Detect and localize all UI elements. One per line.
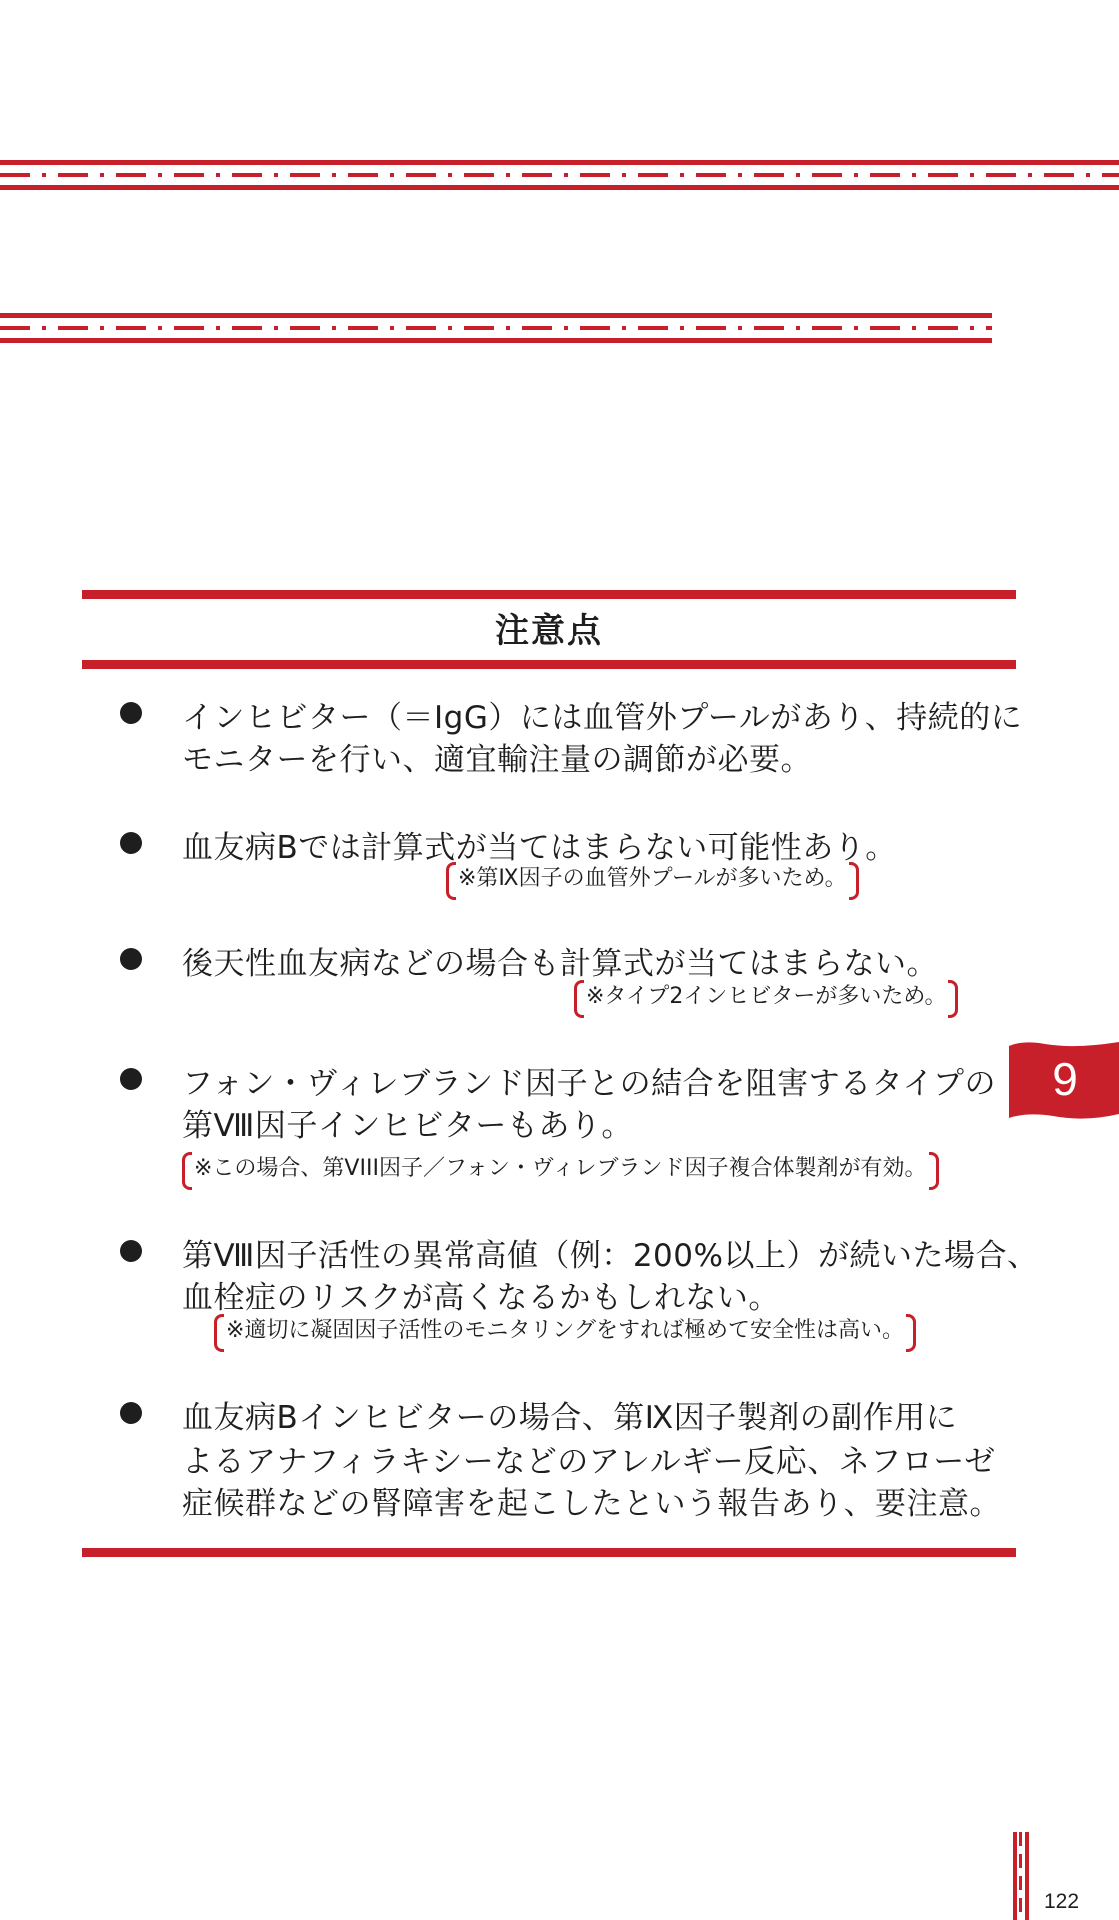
section-rule-bottom — [82, 1548, 1016, 1557]
item-text-line: 第Ⅷ因子活性の異常高値（例：200%以上）が続いた場合、 — [182, 1238, 1039, 1274]
item-text-line: 血友病Bでは計算式が当てはまらない可能性あり。 — [182, 830, 897, 866]
item-text-line: 症候群などの腎障害を起こしたという報告あり、要注意。 — [182, 1486, 1001, 1522]
decorative-band-top — [0, 160, 1119, 192]
item-text-line: モニターを行い、適宜輸注量の調節が必要。 — [182, 742, 812, 778]
section-rule-middle — [82, 660, 1016, 669]
section-heading: 注意点 — [495, 611, 603, 651]
bullet-icon — [120, 1068, 142, 1090]
item-note: ※この場合、第VIII因子／フォン・ヴィレブランド因子複合体製剤が有効。 — [182, 1152, 939, 1186]
page-number-bar — [1013, 1832, 1031, 1920]
item-text-line: よるアナフィラキシーなどのアレルギー反応、ネフローゼ — [182, 1444, 996, 1480]
item-text-line: フォン・ヴィレブランド因子との結合を阻害するタイプの — [182, 1066, 997, 1102]
bullet-icon — [120, 1402, 142, 1424]
bullet-icon — [120, 832, 142, 854]
chapter-tab — [1005, 1040, 1119, 1122]
chapter-number: 9 — [1052, 1053, 1078, 1105]
item-note: ※適切に凝固因子活性のモニタリングをすれば極めて安全性は高い。 — [214, 1314, 916, 1348]
item-text-line: 血友病Bインヒビターの場合、第Ⅸ因子製剤の副作用に — [182, 1400, 958, 1436]
bullet-icon — [120, 1240, 142, 1262]
item-note: ※タイプ2インヒビターが多いため。 — [574, 980, 958, 1014]
section-rule-top — [82, 590, 1016, 599]
item-text-line: インヒビター（＝IgG）には血管外プールがあり、持続的に — [182, 700, 1023, 736]
item-text-line: 血栓症のリスクが高くなるかもしれない。 — [182, 1280, 780, 1316]
bullet-icon — [120, 702, 142, 724]
item-text-line: 後天性血友病などの場合も計算式が当てはまらない。 — [182, 946, 938, 982]
decorative-band-second — [0, 313, 992, 345]
page-number: 122 — [1044, 1890, 1080, 1913]
item-text-line: 第Ⅷ因子インヒビターもあり。 — [182, 1108, 633, 1144]
bullet-icon — [120, 948, 142, 970]
item-note: ※第Ⅸ因子の血管外プールが多いため。 — [446, 862, 859, 896]
